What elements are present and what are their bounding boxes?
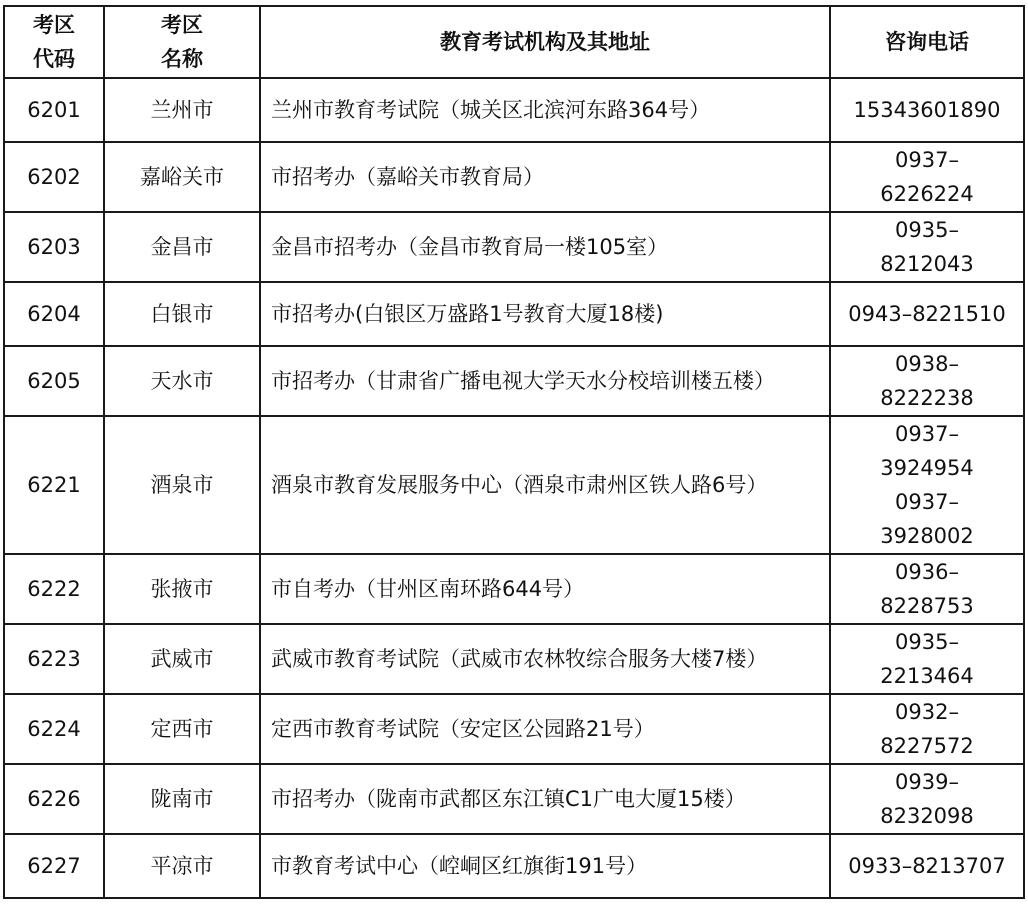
table-row <box>4 694 1024 764</box>
header-name <box>104 6 260 78</box>
phone-line: 8222238 <box>880 386 974 410</box>
phone-line: 0937– <box>895 148 959 172</box>
row-address: 酒泉市教育发展服务中心（酒泉市肃州区铁人路6号） <box>260 416 830 554</box>
row-phone <box>830 78 1024 142</box>
row-code: 6202 <box>4 142 104 212</box>
row-address: 武威市教育考试院（武威市农林牧综合服务大楼7楼） <box>260 624 830 694</box>
phone-line: 8228753 <box>880 594 974 618</box>
row-code: 6221 <box>4 416 104 554</box>
phone-line: 0937– <box>895 422 959 446</box>
row-phone <box>830 764 1024 834</box>
header-row <box>4 6 1024 78</box>
row-name: 酒泉市 <box>104 416 260 554</box>
phone-line: 0943–8221510 <box>848 302 1006 326</box>
table-row <box>4 416 1024 554</box>
table-row <box>4 346 1024 416</box>
row-name: 天水市 <box>104 346 260 416</box>
row-code: 6227 <box>4 834 104 898</box>
row-phone <box>830 282 1024 346</box>
row-code: 6223 <box>4 624 104 694</box>
row-code: 6203 <box>4 212 104 282</box>
table-row <box>4 764 1024 834</box>
row-phone <box>830 694 1024 764</box>
phone-line: 0936– <box>895 560 959 584</box>
header-code <box>4 6 104 78</box>
header-code-line1: 考区 <box>33 13 75 37</box>
phone-line: 0939– <box>895 770 959 794</box>
phone-line: 3924954 <box>880 456 974 480</box>
header-address: 教育考试机构及其地址 <box>260 6 830 78</box>
row-name: 张掖市 <box>104 554 260 624</box>
row-phone <box>830 346 1024 416</box>
phone-line: 8232098 <box>880 804 974 828</box>
phone-line: 0937– <box>895 490 959 514</box>
row-address: 市招考办(白银区万盛路1号教育大厦18楼) <box>260 282 830 346</box>
phone-line: 0935– <box>895 218 959 242</box>
phone-line: 2213464 <box>880 664 974 688</box>
table-row <box>4 554 1024 624</box>
table-row <box>4 212 1024 282</box>
row-address: 市招考办（陇南市武都区东江镇C1广电大厦15楼） <box>260 764 830 834</box>
row-name: 武威市 <box>104 624 260 694</box>
row-address: 兰州市教育考试院（城关区北滨河东路364号） <box>260 78 830 142</box>
phone-line: 0935– <box>895 630 959 654</box>
row-address: 定西市教育考试院（安定区公园路21号） <box>260 694 830 764</box>
table-row <box>4 624 1024 694</box>
row-name: 金昌市 <box>104 212 260 282</box>
phone-line: 15343601890 <box>853 98 1001 122</box>
phone-line: 0933–8213707 <box>848 854 1006 878</box>
header-phone: 咨询电话 <box>830 6 1024 78</box>
row-phone <box>830 416 1024 554</box>
row-phone <box>830 834 1024 898</box>
header-name-line1: 考区 <box>161 13 203 37</box>
row-phone <box>830 624 1024 694</box>
header-code-line2: 代码 <box>33 47 75 71</box>
row-code: 6222 <box>4 554 104 624</box>
row-code: 6226 <box>4 764 104 834</box>
row-name: 陇南市 <box>104 764 260 834</box>
row-address: 市自考办（甘州区南环路644号） <box>260 554 830 624</box>
phone-line: 0938– <box>895 352 959 376</box>
row-name: 白银市 <box>104 282 260 346</box>
phone-line: 6226224 <box>880 182 974 206</box>
row-phone <box>830 142 1024 212</box>
row-code: 6224 <box>4 694 104 764</box>
row-name: 兰州市 <box>104 78 260 142</box>
row-code: 6205 <box>4 346 104 416</box>
header-name-line2: 名称 <box>161 47 203 71</box>
row-name: 平凉市 <box>104 834 260 898</box>
phone-line: 8212043 <box>880 252 974 276</box>
table-row <box>4 78 1024 142</box>
row-code: 6204 <box>4 282 104 346</box>
row-address: 市招考办（甘肃省广播电视大学天水分校培训楼五楼） <box>260 346 830 416</box>
phone-line: 3928002 <box>880 524 974 548</box>
phone-line: 0932– <box>895 700 959 724</box>
row-address: 市教育考试中心（崆峒区红旗街191号） <box>260 834 830 898</box>
exam-office-table <box>3 5 1025 899</box>
row-address: 市招考办（嘉峪关市教育局） <box>260 142 830 212</box>
table-row <box>4 142 1024 212</box>
phone-line: 8227572 <box>880 734 974 758</box>
table-row <box>4 834 1024 898</box>
row-code: 6201 <box>4 78 104 142</box>
row-phone <box>830 554 1024 624</box>
table-row <box>4 282 1024 346</box>
row-name: 嘉峪关市 <box>104 142 260 212</box>
row-phone <box>830 212 1024 282</box>
row-address: 金昌市招考办（金昌市教育局一楼105室） <box>260 212 830 282</box>
row-name: 定西市 <box>104 694 260 764</box>
